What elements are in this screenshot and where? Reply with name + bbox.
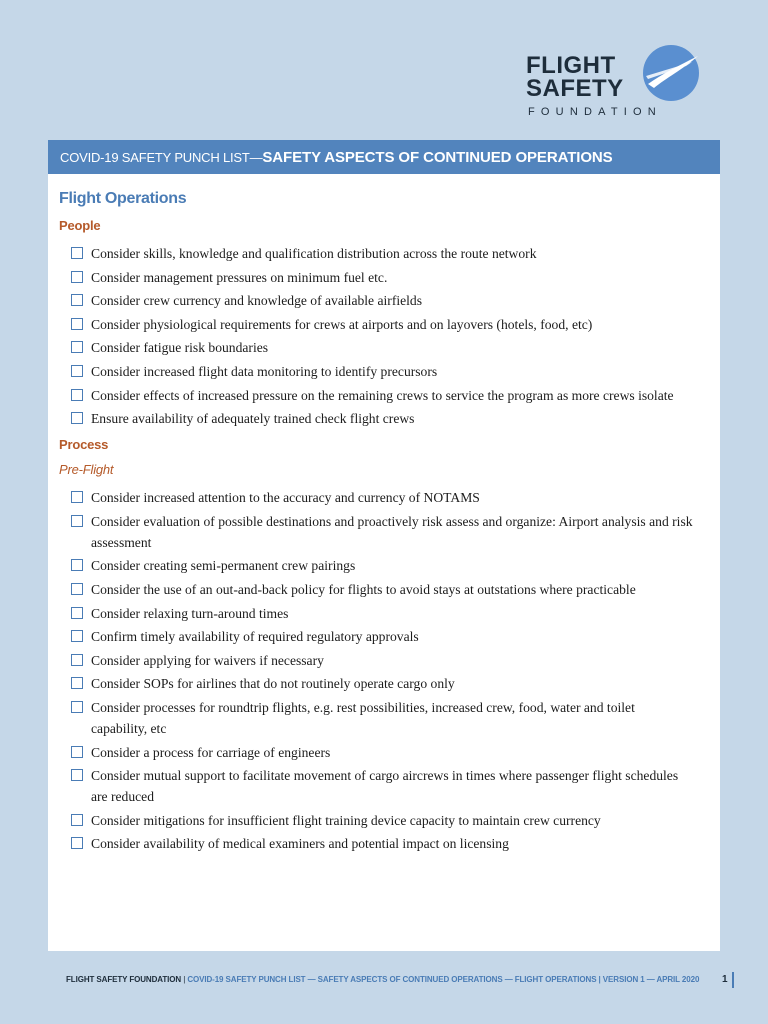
checklist-item-text: Consider increased flight data monitoring to identify precursors [91,363,438,379]
checkbox[interactable] [71,559,83,571]
checkbox[interactable] [71,389,83,401]
checkbox[interactable] [71,701,83,713]
checkbox[interactable] [71,677,83,689]
checklist-item-text: Consider skills, knowledge and qualification distribution across the route network [91,246,537,261]
page-number-bar [732,972,734,988]
checklist-item-text: Consider mitigations for insufficient flight training device capacity to maintain crew currency [91,812,601,828]
logo-text-safety: SAFETY [526,75,624,102]
people-checklist [59,243,706,429]
checkbox[interactable] [71,814,83,826]
checkbox[interactable] [71,247,83,259]
checkbox[interactable] [71,769,83,781]
process-checklist [59,487,706,854]
content [48,174,720,854]
checklist-item [59,267,706,288]
checklist-item-text: Consider applying for waivers if necessary [91,652,324,668]
checklist-item [59,314,706,335]
title-prefix: COVID-19 SAFETY PUNCH LIST— [60,149,263,165]
checklist-item-text: Consider evaluation of possible destinations and proactively risk assess and organize: Airport analysis and risk assessment [91,513,693,550]
checklist-item-text: Consider a process for carriage of engineers [91,744,331,760]
checkbox[interactable] [71,412,83,424]
footer-org: FLIGHT SAFETY FOUNDATION [66,975,182,984]
footer-document-info: COVID-19 SAFETY PUNCH LIST — SAFETY ASPECTS OF CONTINUED OPERATIONS — FLIGHT OPERATIONS | VERSION 1 — APRIL 2020 [187,975,700,984]
page-number: 1 [722,974,728,985]
flight-safety-swoosh-icon [642,44,700,102]
checklist-item [59,290,706,311]
checklist-item-text: Consider management pressures on minimum fuel etc. [91,269,388,285]
title-bar [48,140,720,174]
checkbox[interactable] [71,318,83,330]
logo-text-foundation: FOUNDATION [528,106,662,118]
checkbox[interactable] [71,837,83,849]
footer [66,975,700,984]
pre-flight-heading: Pre-Flight [59,462,114,478]
process-heading: Process [59,437,109,453]
logo-text-flight: FLIGHT [526,52,616,79]
checklist-item [59,385,706,406]
checklist-item-text: Consider relaxing turn-around times [91,605,289,621]
checklist-item-text: Consider increased attention to the accuracy and currency of NOTAMS [91,490,480,506]
checkbox[interactable] [71,630,83,642]
checkbox[interactable] [71,515,83,527]
checkbox[interactable] [71,654,83,666]
checklist-item-text: Consider processes for roundtrip flights, e.g. rest possibilities, increased crew, food, water and toilet capability, etc [91,699,635,736]
people-heading: People [59,218,101,233]
checkbox[interactable] [71,365,83,377]
checklist-item-text: Consider fatigue risk boundaries [91,340,269,356]
checkbox[interactable] [71,341,83,353]
checklist-item [59,555,706,576]
footer-separator: | [181,975,188,984]
checklist-item [59,626,706,647]
section-title: Flight Operations [59,190,187,207]
checklist-item [59,742,706,763]
checklist-item [59,765,706,807]
flight-safety-foundation-logo [526,44,706,120]
checklist-item [59,579,706,600]
checkbox[interactable] [71,607,83,619]
checklist-item [59,650,706,671]
punch-list-panel [48,140,720,951]
checkbox[interactable] [71,271,83,283]
checklist-item [59,833,706,854]
checkbox[interactable] [71,746,83,758]
checklist-item-text: Consider mutual support to facilitate movement of cargo aircrews in times where passenger flight schedules are reduced [91,768,679,805]
checklist-item-text: Confirm timely availability of required regulatory approvals [91,629,419,645]
checklist-item [59,673,706,694]
checklist-item-text: Consider SOPs for airlines that do not routinely operate cargo only [91,676,455,692]
checklist-item [59,697,706,739]
checklist-item [59,511,706,553]
page-title: SAFETY ASPECTS OF CONTINUED OPERATIONS [262,148,613,166]
checklist-item-text: Consider creating semi-permanent crew pairings [91,558,356,574]
checklist-item [59,243,706,264]
checklist-item-text: Consider the use of an out-and-back policy for flights to avoid stays at outstations where practicable [91,581,636,597]
checkbox[interactable] [71,491,83,503]
checklist-item [59,810,706,831]
checklist-item [59,408,706,429]
checklist-item-text: Ensure availability of adequately trained check flight crews [91,411,415,427]
checklist-item [59,337,706,358]
checklist-item [59,487,706,508]
checklist-item-text: Consider physiological requirements for crews at airports and on layovers (hotels, food, etc) [91,316,593,332]
checklist-item [59,603,706,624]
checklist-item-text: Consider effects of increased pressure on the remaining crews to service the program as more crews isolate [91,387,674,403]
checklist-item-text: Consider availability of medical examiners and potential impact on licensing [91,836,509,852]
checkbox[interactable] [71,294,83,306]
checklist-item-text: Consider crew currency and knowledge of available airfields [91,293,423,309]
checkbox[interactable] [71,583,83,595]
checklist-item [59,361,706,382]
